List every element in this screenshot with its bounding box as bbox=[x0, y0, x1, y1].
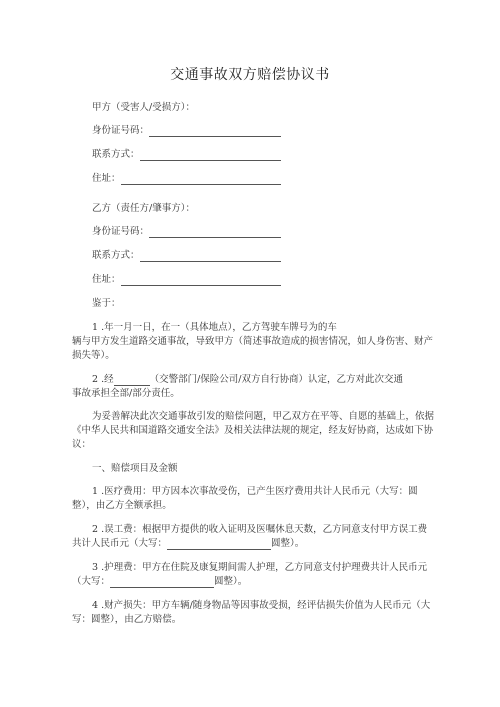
item3-suffix: 圆整）。 bbox=[214, 576, 248, 587]
item4-line1: 4 .财产损失：甲方车辆/随身物品等因事故受损，经评估损失价值为人民币元（大 bbox=[92, 600, 431, 611]
party-b-id-row bbox=[92, 225, 281, 238]
item4-line2: 写：圆整），由乙方赔偿。 bbox=[72, 614, 182, 625]
party-b-id-blank bbox=[149, 227, 281, 238]
item3-line2 bbox=[72, 575, 247, 588]
clause2-prefix: 2 .经 bbox=[92, 374, 114, 385]
party-a-id-row bbox=[92, 124, 281, 137]
clause2-line1 bbox=[92, 373, 403, 386]
party-b-heading: 乙方（责任方/肇事方）： bbox=[92, 203, 195, 214]
document-title: 交通事故双方赔偿协议书 bbox=[170, 67, 330, 83]
item2-blank bbox=[167, 539, 271, 550]
party-a-address-blank bbox=[121, 174, 281, 185]
party-b-address-blank bbox=[121, 275, 281, 286]
item1-line1: 1 .医疗费用：甲方因本次事故受伤，已产生医疗费用共计人民币元（大写：圆 bbox=[92, 486, 418, 497]
party-b-contact-row bbox=[92, 249, 281, 262]
item1-line2: 整），由乙方全额承担。 bbox=[72, 500, 172, 511]
item3-prefix: （大写： bbox=[72, 576, 111, 587]
item2-line1: 2 .误工费：根据甲方提供的收入证明及医嘱休息天数，乙方同意支付甲方误工费 bbox=[92, 524, 428, 535]
item2-suffix: 圆整）。 bbox=[271, 538, 305, 549]
party-b-id-label: 身份证号码： bbox=[92, 226, 150, 237]
party-b-contact-blank bbox=[140, 251, 281, 262]
party-a-contact-row bbox=[92, 148, 281, 161]
whereas-label: 鉴于： bbox=[92, 298, 121, 309]
party-b-contact-label: 联系方式： bbox=[92, 250, 140, 261]
party-a-address-label: 住址： bbox=[92, 173, 121, 184]
item2-line2 bbox=[72, 537, 304, 550]
party-a-id-blank bbox=[149, 126, 281, 137]
party-a-address-row bbox=[92, 172, 281, 185]
clause1-line3: 损失等）。 bbox=[72, 350, 115, 361]
intro-line1: 为妥善解决此次交通事故引发的赔偿问题，甲乙双方在平等、自愿的基础上，依据 bbox=[92, 411, 435, 422]
item3-blank bbox=[110, 577, 214, 588]
party-b-address-row bbox=[92, 273, 281, 286]
party-a-id-label: 身份证号码： bbox=[92, 125, 150, 136]
clause1-line2: 辆与甲方发生道路交通事故，导致甲方（简述事故造成的损害情况，如人身伤害、财产 bbox=[72, 336, 434, 347]
party-b-address-label: 住址： bbox=[92, 274, 121, 285]
clause1-line1: 1 .年一月一日，在一（具体地点），乙方驾驶车牌号为的车 bbox=[92, 322, 337, 333]
section1-heading: 一、赔偿项目及金额 bbox=[92, 463, 178, 474]
party-a-heading: 甲方（受害人/受损方）： bbox=[92, 102, 195, 113]
item2-prefix: 共计人民币元（大写： bbox=[72, 538, 168, 549]
clause2-blank bbox=[114, 375, 150, 386]
intro-line3: 议： bbox=[72, 439, 92, 450]
item3-line1: 3 .护理费：甲方在住院及康复期间需人护理，乙方同意支付护理费共计人民币元 bbox=[92, 562, 428, 573]
intro-line2: 《中华人民共和国道路交通安全法》及相关法律法规的规定，经友好协商，达成如下协 bbox=[72, 425, 434, 436]
party-a-contact-label: 联系方式： bbox=[92, 149, 140, 160]
party-a-contact-blank bbox=[140, 150, 281, 161]
clause2-line2: 事故承担全部/部分责任。 bbox=[72, 388, 180, 399]
clause2-rest: （交警部门/保险公司/双方自行协商）认定，乙方对此次交通 bbox=[149, 374, 403, 385]
